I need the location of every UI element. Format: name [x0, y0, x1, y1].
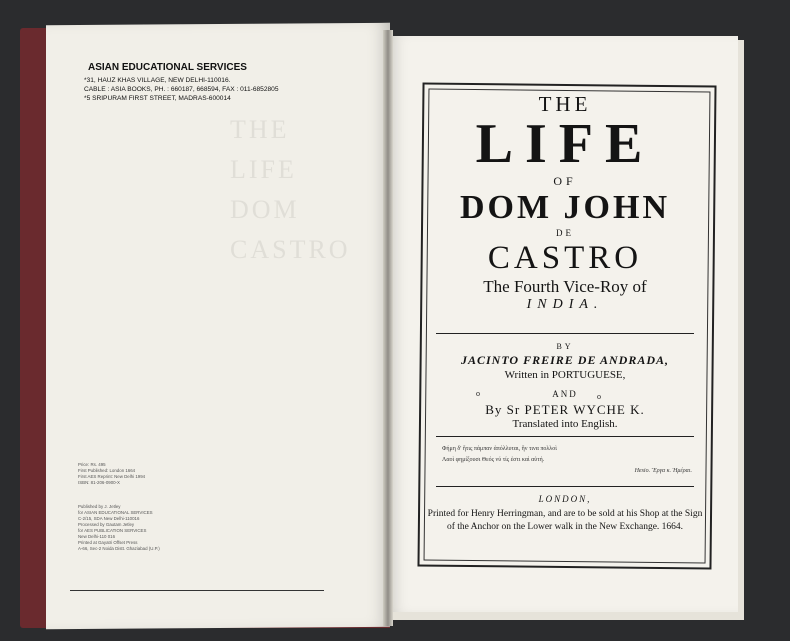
imprint-text: Printed for Henry Herringman, and are to be sold at his Shop at the Sign of the Anchor on the Lower walk in the New Exchange. 1664. — [427, 509, 703, 532]
address-line: *5 SRIPURAM FIRST STREET, MADRAS-600014 — [84, 95, 231, 102]
publisher-imprint — [84, 62, 344, 103]
price-line: Price: Rs. 495 — [78, 462, 106, 467]
printer-line: C-2/15, SDA New Delhi-110016 — [78, 516, 140, 521]
printer-line: A-66, Sec-2 Noida Distt. Ghaziabad (U.P.) — [78, 546, 160, 551]
translator-name: By Sr PETER WYCHE K. — [485, 402, 645, 417]
epigraph-divider-top — [436, 436, 694, 437]
book-gutter — [383, 30, 393, 626]
author-name: JACINTO FREIRE DE ANDRADA, — [460, 353, 670, 367]
epigraph-divider-bottom — [436, 486, 694, 487]
epigraph-line: Φήμη δ' ἥτις πάμπαν ἀπόλλυται, ἥν τινα πολλοὶ — [442, 446, 557, 452]
printer-line: for AES PUBLICATION SERVICES — [78, 528, 147, 533]
label-and: AND — [552, 389, 578, 399]
printer-line: Printed at Gayatri Offset Press — [78, 540, 138, 545]
printer-line: Published by J. Jetley — [78, 504, 121, 509]
translated-note: Translated into English. — [512, 418, 618, 430]
title-life: LIFE — [475, 113, 655, 175]
title-name: DOM JOHN — [459, 189, 671, 226]
title-surname: CASTRO — [487, 240, 643, 276]
publisher-name: ASIAN EDUCATIONAL SERVICES — [88, 62, 247, 73]
colophon — [78, 462, 188, 552]
title-subtitle: The Fourth Vice-Roy of — [483, 277, 647, 296]
left-page-rule — [70, 590, 324, 591]
address-line: CABLE : ASIA BOOKS, PH. : 660187, 668594, FAX : 011-6852805 — [84, 86, 279, 93]
ornament-mark: o — [597, 392, 601, 401]
title-de: DE — [556, 228, 574, 238]
price-line: First Published: London 1664 — [78, 468, 136, 473]
epigraph-line: Λαοὶ φημίξουσι Θεός νύ τίς ἐστι καὶ αὐτή. — [442, 457, 545, 463]
printer-line: Processed by Gautam Jetley — [78, 522, 135, 527]
epigraph-source: Hesio. Ἔργα κ. Ἡμέραι. — [634, 468, 692, 474]
address-line: *31, HAUZ KHAS VILLAGE, NEW DELHI-110016. — [84, 77, 231, 84]
title-the: THE — [538, 92, 592, 116]
printer-line: for ASIAN EDUCATIONAL SERVICES — [78, 510, 153, 515]
label-by: BY — [556, 342, 574, 351]
title-of: OF — [553, 174, 577, 188]
show-through-text: THE LIFE DOM CASTRO — [230, 115, 351, 264]
ornament-mark: o — [476, 389, 480, 398]
price-line: ISBN: 81-206-0900-X — [78, 480, 120, 485]
title-divider — [436, 333, 694, 334]
written-in: Written in PORTUGUESE, — [504, 369, 626, 381]
greek-epigraph — [442, 444, 692, 477]
price-line: First AES Reprint: New Delhi 1994 — [78, 474, 146, 479]
printer-line: New Delhi-110 016 — [78, 534, 116, 539]
imprint-city: LONDON, — [538, 494, 592, 504]
title-country: INDIA. — [526, 297, 604, 312]
